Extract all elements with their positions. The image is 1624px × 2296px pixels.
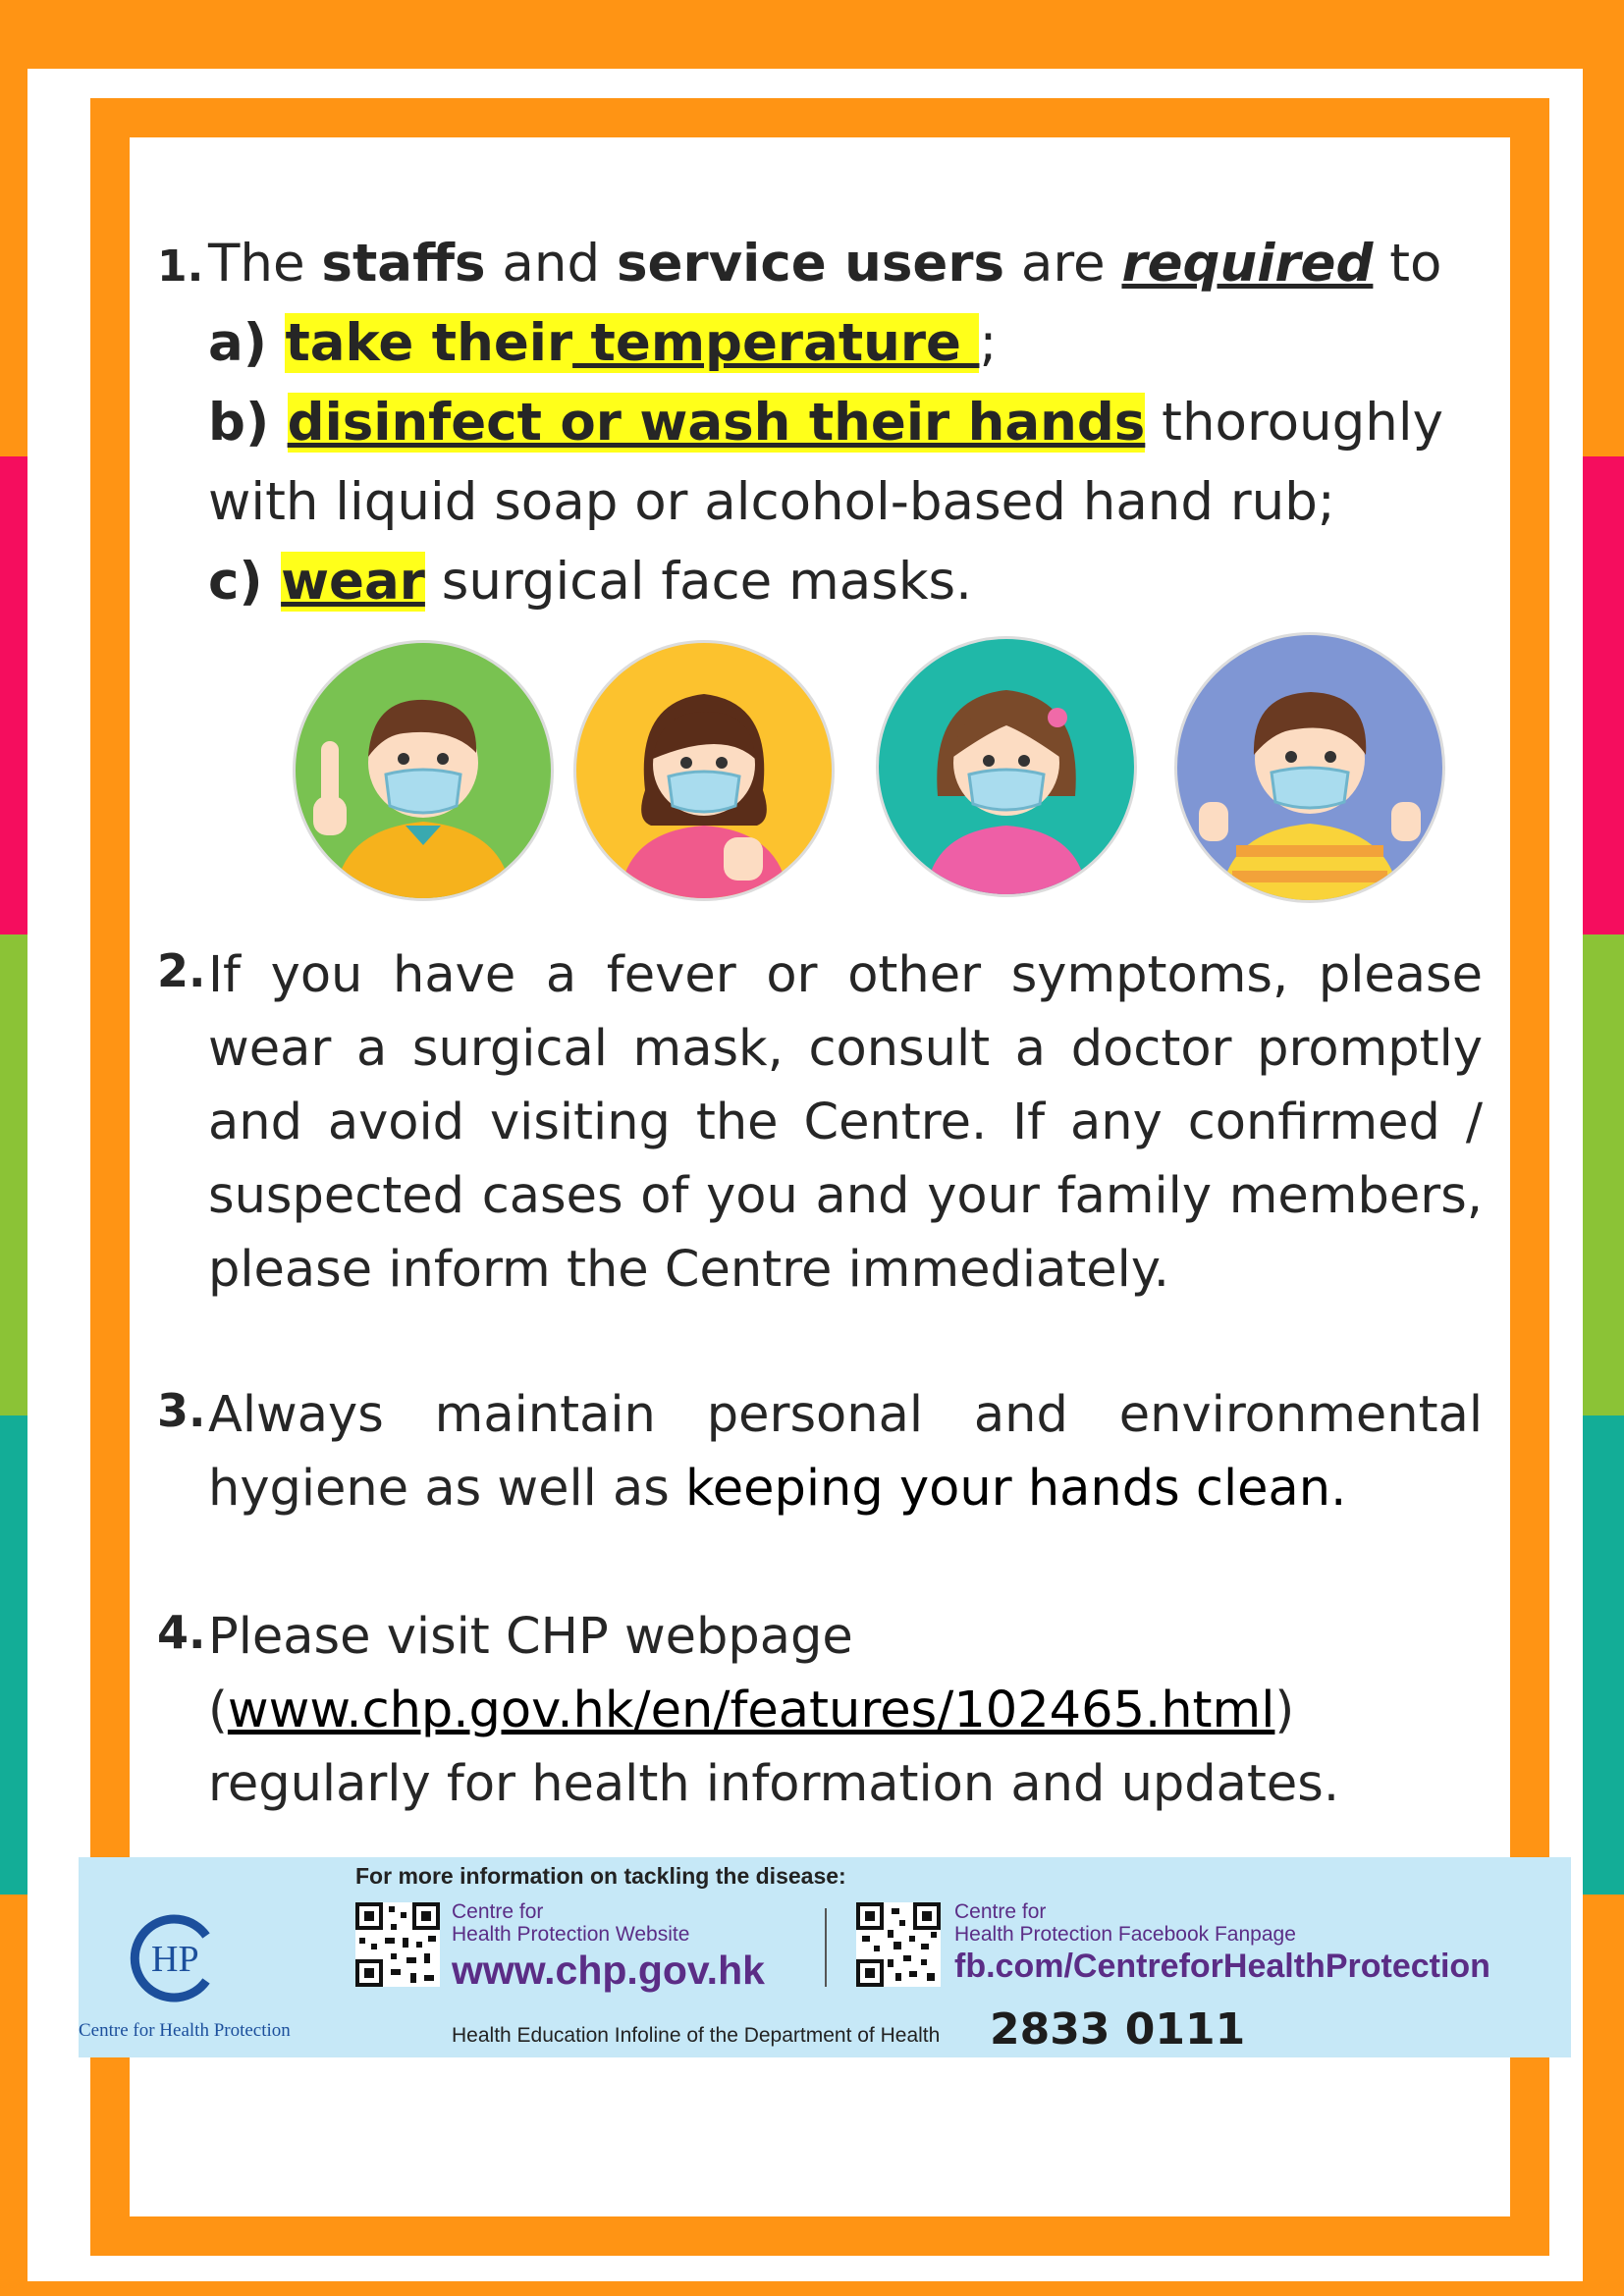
girl-with-mask-icon bbox=[876, 636, 1137, 897]
item-4-number: 4. bbox=[157, 1606, 206, 1659]
boy-with-mask-pointing-icon bbox=[293, 640, 554, 901]
infoline-label: Health Education Infoline of the Department of Health bbox=[452, 2024, 941, 2047]
website-url[interactable]: www.chp.gov.hk bbox=[452, 1948, 765, 1993]
item-4-line-3: regularly for health information and updates. bbox=[208, 1755, 1340, 1813]
item-3-text: Always maintain personal and environmental hygiene as well as keeping your hands clean. bbox=[208, 1386, 1483, 1518]
infoline-phone: 2833 0111 bbox=[990, 2004, 1246, 2055]
item-2-text: If you have a fever or other symptoms, please wear a surgical mask, consult a doctor promptly and avoid visiting the Centre. If any confirmed / suspected cases of you and your family members, please inform the Centre immediately. bbox=[208, 946, 1483, 1299]
website-qr-code-icon[interactable] bbox=[355, 1902, 440, 1987]
item-2-number: 2. bbox=[157, 944, 206, 997]
item-1-b-continued: with liquid soap or alcohol-based hand rub; bbox=[208, 472, 1335, 532]
woman-with-mask-thumbs-up-icon bbox=[573, 640, 835, 901]
chp-logo bbox=[130, 1914, 218, 2002]
chp-logo-caption: Centre for Health Protection bbox=[79, 2020, 291, 2041]
item-1-number: 1. bbox=[157, 241, 204, 292]
child-with-mask-peace-sign-icon bbox=[1174, 632, 1445, 903]
chp-info-banner bbox=[79, 1857, 1571, 2057]
item-4-text bbox=[208, 1600, 1483, 1821]
item-1-b: b) disinfect or wash their hands thoroughly bbox=[208, 393, 1443, 453]
item-3-emphasis: keeping your hands clean. bbox=[685, 1460, 1347, 1518]
banner-heading: For more information on tackling the disease: bbox=[355, 1863, 846, 1889]
masked-people-illustrations bbox=[291, 632, 1449, 911]
item-1-a: a) take their temperature ; bbox=[208, 313, 998, 373]
facebook-label: Centre for Health Protection Facebook Fanpage bbox=[954, 1900, 1296, 1946]
chp-logo-mark bbox=[130, 1914, 218, 2002]
website-label: Centre for Health Protection Website bbox=[452, 1900, 690, 1946]
chp-logo-letters: HP bbox=[151, 1939, 199, 1980]
required-emphasis: required bbox=[1121, 234, 1374, 294]
item-1-c: c) wear surgical face masks. bbox=[208, 552, 972, 612]
item-4-line-2: (www.chp.gov.hk/en/features/102465.html) bbox=[208, 1682, 1295, 1739]
facebook-qr-code-icon[interactable] bbox=[856, 1902, 941, 1987]
item-3-number: 3. bbox=[157, 1384, 206, 1437]
facebook-url[interactable]: fb.com/CentreforHealthProtection bbox=[954, 1948, 1490, 1985]
item-1-intro: The staffs and service users are required to bbox=[208, 234, 1442, 294]
banner-divider bbox=[825, 1908, 827, 1987]
chp-feature-link[interactable]: www.chp.gov.hk/en/features/102465.html bbox=[227, 1682, 1275, 1739]
item-4-line-1: Please visit CHP webpage bbox=[208, 1608, 853, 1666]
item-1-text bbox=[208, 224, 1443, 621]
